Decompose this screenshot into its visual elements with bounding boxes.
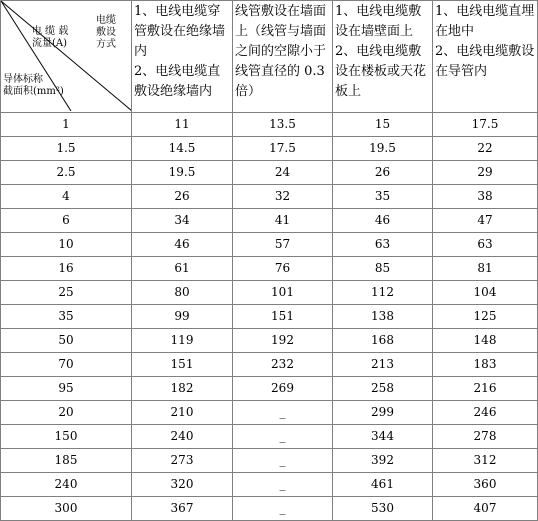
ampacity-cell: 183 (433, 353, 538, 377)
ampacity-cell: 344 (333, 425, 433, 449)
ampacity-cell: 63 (333, 233, 433, 257)
table-row (1, 257, 538, 281)
ampacity-cell: 125 (433, 305, 538, 329)
cross-section-cell: 70 (1, 353, 132, 377)
ampacity-cell: 278 (433, 425, 538, 449)
ampacity-cell: _ (233, 449, 333, 473)
cross-section-cell: 185 (1, 449, 132, 473)
ampacity-cell: 13.5 (233, 113, 333, 137)
ampacity-cell: 407 (433, 497, 538, 521)
cross-section-cell: 25 (1, 281, 132, 305)
ampacity-cell: 461 (333, 473, 433, 497)
ampacity-cell: 367 (132, 497, 233, 521)
ampacity-cell: 101 (233, 281, 333, 305)
cross-section-cell: 10 (1, 233, 132, 257)
cross-section-cell: 20 (1, 401, 132, 425)
header-method-2: 线管敷设在墙面上（线管与墙面之间的空隙小于线管直径的 0.3倍） (233, 1, 333, 113)
ampacity-cell: 46 (333, 209, 433, 233)
ampacity-cell: 360 (433, 473, 538, 497)
ampacity-cell: 22 (433, 137, 538, 161)
ampacity-cell: 85 (333, 257, 433, 281)
table-row (1, 425, 538, 449)
ampacity-cell: 47 (433, 209, 538, 233)
ampacity-cell: 151 (132, 353, 233, 377)
ampacity-cell: 232 (233, 353, 333, 377)
diagonal-header-cell (1, 1, 132, 113)
ampacity-cell: 19.5 (132, 161, 233, 185)
cross-section-cell: 300 (1, 497, 132, 521)
cross-section-cell: 150 (1, 425, 132, 449)
cross-section-cell: 240 (1, 473, 132, 497)
ampacity-cell: 210 (132, 401, 233, 425)
ampacity-cell: 320 (132, 473, 233, 497)
table-row (1, 185, 538, 209)
ampacity-cell: 29 (433, 161, 538, 185)
ampacity-cell: 151 (233, 305, 333, 329)
ampacity-cell: _ (233, 401, 333, 425)
ampacity-cell: 119 (132, 329, 233, 353)
ampacity-cell: 312 (433, 449, 538, 473)
ampacity-cell: 104 (433, 281, 538, 305)
ampacity-cell: 258 (333, 377, 433, 401)
cross-section-cell: 6 (1, 209, 132, 233)
diag-label-cross-section: 导体标称 截面积(mm²) (3, 74, 64, 97)
cross-section-cell: 35 (1, 305, 132, 329)
ampacity-cell: _ (233, 473, 333, 497)
ampacity-cell: 80 (132, 281, 233, 305)
ampacity-cell: 24 (233, 161, 333, 185)
ampacity-cell: 32 (233, 185, 333, 209)
ampacity-cell: 112 (333, 281, 433, 305)
ampacity-cell: 216 (433, 377, 538, 401)
cross-section-cell: 95 (1, 377, 132, 401)
header-method-3: 1、电线电缆敷设在墙壁面上 2、电线电缆敷设在楼板或天花板上 (333, 1, 433, 113)
table-row (1, 209, 538, 233)
ampacity-cell: 26 (333, 161, 433, 185)
ampacity-cell: 14.5 (132, 137, 233, 161)
header-method-4: 1、电线电缆直埋在地中 2、电线电缆敷设在导管内 (433, 1, 538, 113)
ampacity-cell: _ (233, 425, 333, 449)
table-row (1, 137, 538, 161)
table-header-row (1, 1, 538, 113)
ampacity-cell: 273 (132, 449, 233, 473)
ampacity-cell: _ (233, 497, 333, 521)
diag-label-laying-method: 电缆 敷设 方式 (96, 15, 116, 50)
table-row (1, 161, 538, 185)
table-row (1, 353, 538, 377)
diag-label-ampacity: 电 缆 载 流量(A) (32, 26, 69, 49)
ampacity-cell: 17.5 (233, 137, 333, 161)
ampacity-cell: 530 (333, 497, 433, 521)
ampacity-cell: 26 (132, 185, 233, 209)
ampacity-cell: 38 (433, 185, 538, 209)
ampacity-cell: 168 (333, 329, 433, 353)
ampacity-cell: 61 (132, 257, 233, 281)
ampacity-cell: 34 (132, 209, 233, 233)
ampacity-cell: 17.5 (433, 113, 538, 137)
ampacity-cell: 11 (132, 113, 233, 137)
header-method-1: 1、电线电缆穿管敷设在绝缘墙内 2、电线电缆直敷设绝缘墙内 (132, 1, 233, 113)
ampacity-cell: 76 (233, 257, 333, 281)
ampacity-cell: 15 (333, 113, 433, 137)
ampacity-cell: 138 (333, 305, 433, 329)
table-row (1, 281, 538, 305)
ampacity-cell: 392 (333, 449, 433, 473)
ampacity-cell: 19.5 (333, 137, 433, 161)
table-row (1, 233, 538, 257)
cross-section-cell: 1.5 (1, 137, 132, 161)
cross-section-cell: 4 (1, 185, 132, 209)
ampacity-cell: 35 (333, 185, 433, 209)
ampacity-cell: 41 (233, 209, 333, 233)
ampacity-cell: 81 (433, 257, 538, 281)
ampacity-cell: 46 (132, 233, 233, 257)
table-row (1, 473, 538, 497)
ampacity-cell: 240 (132, 425, 233, 449)
ampacity-cell: 299 (333, 401, 433, 425)
table-row (1, 305, 538, 329)
cross-section-cell: 2.5 (1, 161, 132, 185)
table-row (1, 377, 538, 401)
ampacity-cell: 57 (233, 233, 333, 257)
ampacity-cell: 63 (433, 233, 538, 257)
table-row (1, 113, 538, 137)
cross-section-cell: 16 (1, 257, 132, 281)
ampacity-cell: 182 (132, 377, 233, 401)
table-row (1, 329, 538, 353)
ampacity-cell: 192 (233, 329, 333, 353)
ampacity-cell: 269 (233, 377, 333, 401)
ampacity-cell: 99 (132, 305, 233, 329)
ampacity-cell: 246 (433, 401, 538, 425)
ampacity-cell: 148 (433, 329, 538, 353)
table-row (1, 401, 538, 425)
cross-section-cell: 50 (1, 329, 132, 353)
table-body (1, 113, 538, 521)
cross-section-cell: 1 (1, 113, 132, 137)
table-row (1, 449, 538, 473)
ampacity-cell: 213 (333, 353, 433, 377)
